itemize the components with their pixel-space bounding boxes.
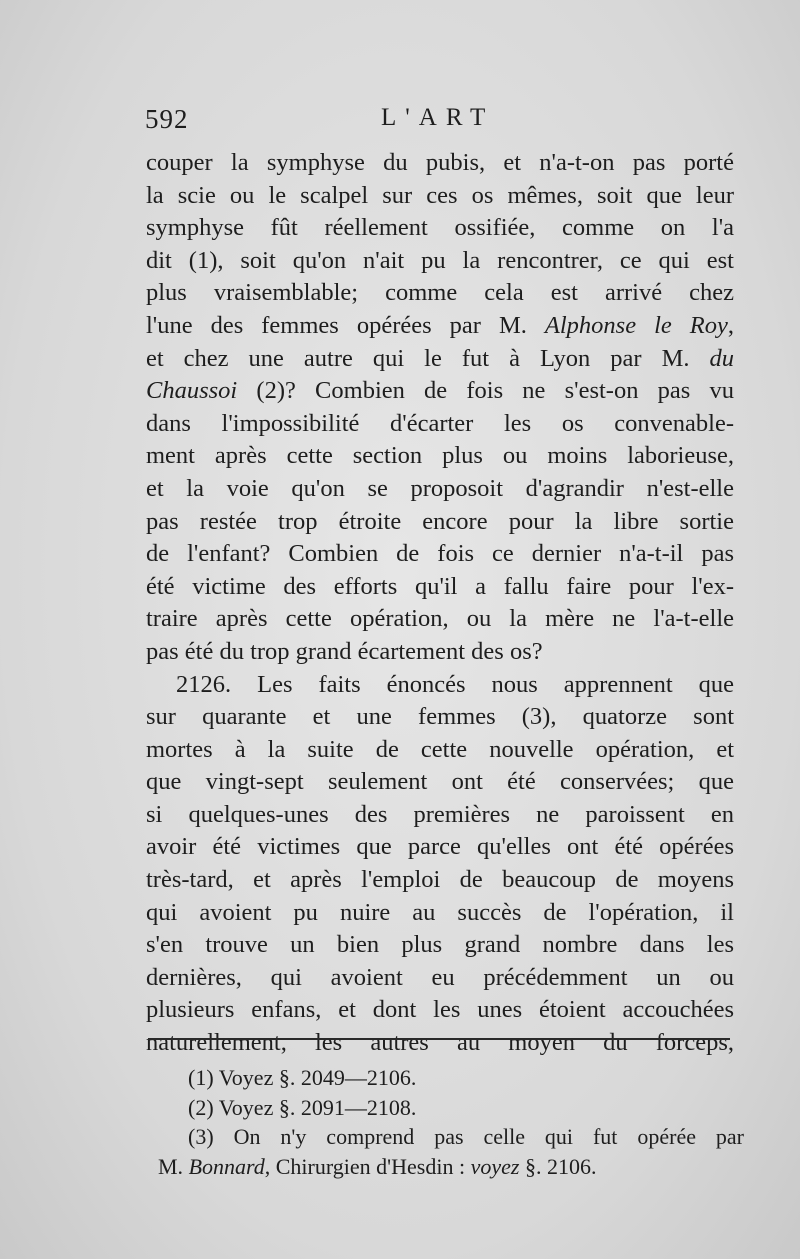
text-line: s'en trouve un bien plus grand nombre dans les — [146, 931, 734, 959]
text-line: couper la symphyse du pubis, et n'a-t-on pas porté — [146, 149, 734, 176]
text-line: que vingt-sept seulement ont été conservées; que — [146, 768, 734, 796]
text-line — [146, 343, 734, 376]
text-line: la scie ou le scalpel sur ces os mêmes, soit que leur — [146, 181, 734, 209]
text-line: symphyse fût réellement ossifiée, comme on l'a — [146, 214, 734, 242]
person-name: Bonnard — [188, 1153, 265, 1179]
text-segment: (2)? Combien de fois ne s'est-on pas vu — [237, 377, 734, 405]
text-segment: , — [727, 311, 734, 339]
footnote-divider — [148, 1038, 730, 1040]
text-line: qui avoient pu nuire au succès de l'opération, il — [146, 898, 734, 926]
text-segment: §. 2106. — [519, 1153, 597, 1179]
footnote-2: (2) Voyez §. 2091—2108. — [188, 1094, 417, 1120]
text-line: sur quarante et une femmes (3), quatorze sont — [146, 703, 734, 731]
person-name: du — [709, 344, 734, 372]
person-name: Alphonse le Roy — [544, 311, 728, 339]
text-line: et la voie qu'on se proposoit d'agrandir n'est-elle — [146, 474, 734, 502]
text-line: très-tard, et après l'emploi de beaucoup de moyens — [146, 866, 734, 894]
body-text — [146, 147, 734, 1060]
text-line: plus vraisemblable; comme cela est arrivé chez — [146, 279, 734, 307]
text-segment: et chez une autre qui le fut à Lyon par M. — [146, 344, 710, 372]
text-segment: l'une des femmes opérées par M. — [146, 311, 545, 339]
footnote-3-continued — [158, 1152, 748, 1182]
text-segment: , Chirurgien d'Hesdin : — [264, 1153, 471, 1179]
text-line — [146, 375, 734, 408]
text-line — [146, 310, 734, 343]
text-segment: M. — [158, 1153, 189, 1179]
text-segment-italic: voyez — [470, 1153, 520, 1179]
text-line: mortes à la suite de cette nouvelle opération, et — [146, 735, 734, 763]
text-line: avoir été victimes que parce qu'elles ont été opérées — [146, 833, 734, 861]
text-line: ment après cette section plus ou moins laborieuse, — [146, 442, 734, 470]
page-header — [145, 104, 745, 144]
text-line: si quelques-unes des premières ne paroissent en — [146, 800, 734, 828]
page-number: 592 — [145, 104, 189, 134]
text-line: naturellement, les autres au moyen du forceps, — [146, 1029, 734, 1057]
footnote-3: (3) On n'y comprend pas celle qui fut opérée par — [188, 1124, 744, 1149]
text-line: pas restée trop étroite encore pour la libre sortie — [146, 507, 734, 535]
text-line: dernières, qui avoient eu précédemment un ou — [146, 963, 734, 991]
person-name: Chaussoi — [146, 377, 238, 405]
footnotes — [158, 1063, 748, 1181]
paragraph-start-line: 2126. Les faits énoncés nous apprennent que — [176, 670, 734, 698]
text-line: traire après cette opération, ou la mère ne l'a-t-elle — [146, 605, 734, 633]
text-line: dans l'impossibilité d'écarter les os convenable- — [146, 409, 734, 437]
text-line: été victime des efforts qu'il a fallu faire pour l'ex- — [146, 572, 734, 600]
running-title: L'ART — [381, 104, 495, 131]
footnote-1: (1) Voyez §. 2049—2106. — [188, 1065, 417, 1090]
text-line: dit (1), soit qu'on n'ait pu la rencontrer, ce qui est — [146, 246, 734, 274]
text-line: de l'enfant? Combien de fois ce dernier n'a-t-il pas — [146, 540, 734, 568]
text-line: plusieurs enfans, et dont les unes étoient accouchées — [146, 996, 734, 1024]
text-line: pas été du trop grand écartement des os? — [146, 637, 543, 665]
